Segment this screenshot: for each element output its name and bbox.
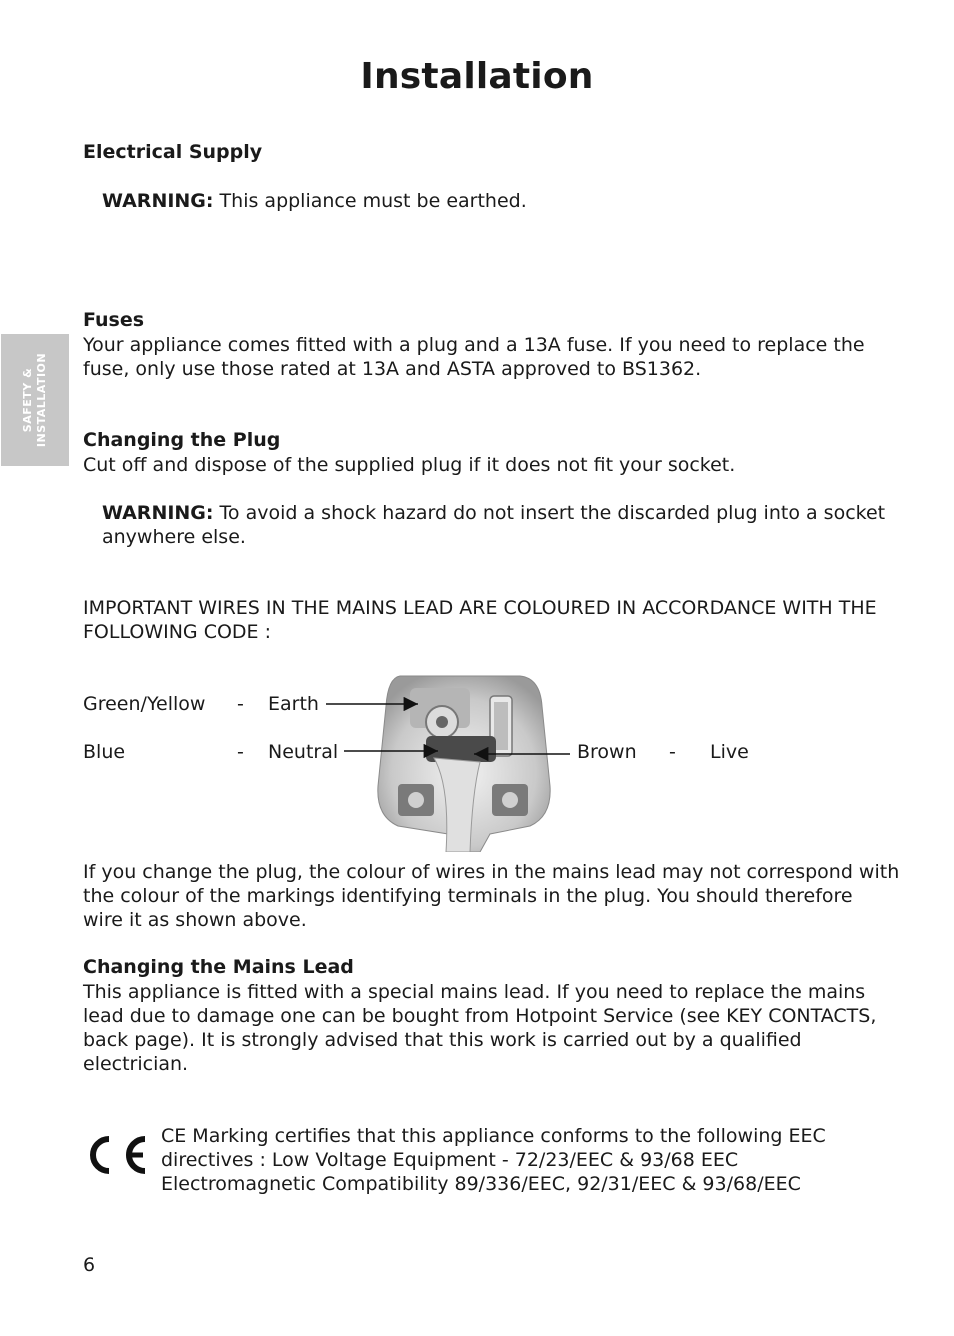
page-number: 6 bbox=[83, 1254, 96, 1276]
wire-dash: - bbox=[669, 741, 676, 763]
page-title: Installation bbox=[360, 56, 594, 97]
ce-line: CE Marking certifies that this appliance conforms to the following EEC bbox=[161, 1125, 826, 1147]
plug-change-line: the colour of the markings identifying terminals in the plug. You should therefore bbox=[83, 885, 853, 907]
wire-dash: - bbox=[237, 741, 244, 763]
ce-marking-paragraph bbox=[161, 1124, 826, 1196]
wire-colour-earth: Green/Yellow bbox=[83, 693, 206, 715]
electrical-supply-heading: Electrical Supply bbox=[83, 141, 263, 163]
mains-lead-line: back page). It is strongly advised that this work is carried out by a qualified bbox=[83, 1029, 802, 1051]
wire-colour-neutral: Blue bbox=[83, 741, 126, 763]
wire-colour-live: Brown bbox=[577, 741, 637, 763]
wire-terminal-live: Live bbox=[710, 741, 749, 763]
mains-lead-line: This appliance is fitted with a special mains lead. If you need to replace the mains bbox=[83, 981, 866, 1003]
plug-change-line: wire it as shown above. bbox=[83, 909, 307, 931]
fuses-line: fuse, only use those rated at 13A and ASTA approved to BS1362. bbox=[83, 358, 702, 380]
side-tab-line-2: INSTALLATION bbox=[35, 352, 48, 448]
warning-text: This appliance must be earthed. bbox=[213, 190, 527, 212]
fuses-heading: Fuses bbox=[83, 309, 145, 331]
wire-terminal-neutral: Neutral bbox=[268, 741, 339, 763]
plug-change-line: If you change the plug, the colour of wires in the mains lead may not correspond with bbox=[83, 861, 900, 883]
mains-lead-line: lead due to damage one can be bought from Hotpoint Service (see KEY CONTACTS, bbox=[83, 1005, 877, 1027]
mains-lead-paragraph bbox=[83, 980, 876, 1076]
wire-dash: - bbox=[237, 693, 244, 715]
warning-text: To avoid a shock hazard do not insert the discarded plug into a socket bbox=[213, 502, 886, 524]
side-tab-line-1: SAFETY & bbox=[21, 367, 34, 433]
ce-mark-icon bbox=[81, 1132, 149, 1178]
wires-notice-line: FOLLOWING CODE : bbox=[83, 621, 271, 643]
wire-terminal-earth: Earth bbox=[268, 693, 319, 715]
wires-notice-line: IMPORTANT WIRES IN THE MAINS LEAD ARE COLOURED IN ACCORDANCE WITH THE bbox=[83, 597, 877, 619]
changing-plug-text: Cut off and dispose of the supplied plug if it does not fit your socket. bbox=[83, 454, 736, 476]
mains-lead-heading: Changing the Mains Lead bbox=[83, 956, 354, 978]
fuses-line: Your appliance comes fitted with a plug and a 13A fuse. If you need to replace the bbox=[83, 334, 865, 356]
plug-change-paragraph bbox=[83, 860, 899, 932]
warning-text: anywhere else. bbox=[102, 526, 246, 548]
ce-line: Electromagnetic Compatibility 89/336/EEC, 92/31/EEC & 93/68/EEC bbox=[161, 1173, 801, 1195]
warning-label: WARNING: bbox=[102, 502, 214, 524]
warning-label: WARNING: bbox=[102, 190, 214, 212]
changing-plug-heading: Changing the Plug bbox=[83, 429, 281, 451]
ce-line: directives : Low Voltage Equipment - 72/23/EEC & 93/68 EEC bbox=[161, 1149, 739, 1171]
mains-lead-line: electrician. bbox=[83, 1053, 189, 1075]
